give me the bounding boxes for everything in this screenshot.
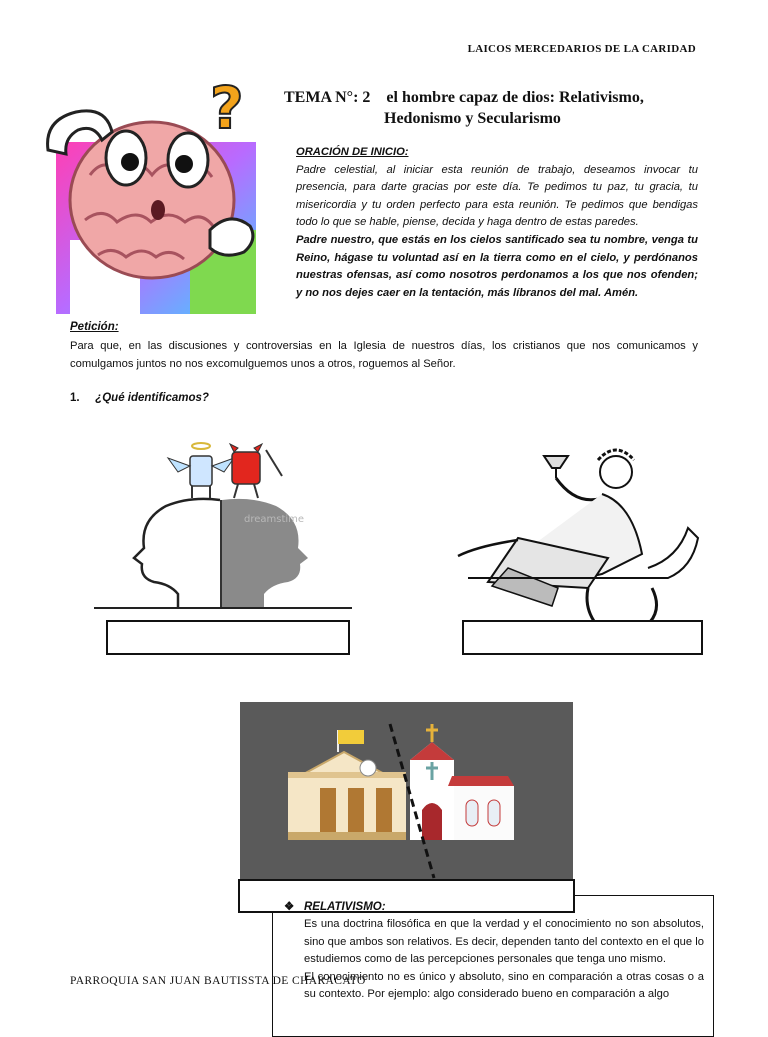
title-line-1: TEMA N°: 2 el hombre capaz de dios: Relativismo, (284, 89, 644, 106)
question-text: ¿Qué identificamos? (95, 392, 209, 404)
answer-box-2[interactable] (462, 620, 703, 655)
definition-heading (284, 899, 386, 913)
question-number: 1. (70, 392, 80, 404)
definition-text (304, 916, 704, 1004)
title-line-2: Hedonismo y Secularismo (384, 110, 561, 127)
header-organization: LAICOS MERCEDARIOS DE LA CARIDAD (467, 43, 696, 55)
opening-prayer (296, 144, 698, 302)
watermark-text: dreamstime (244, 514, 305, 525)
our-father-prayer: Padre nuestro, que estás en los cielos santificado sea tu nombre, venga tu Reino, hágase tu voluntad así en la tierra como en el cielo, y perdónanos nuestras ofensas, así como nosotros perdonamos a los que nos ofenden; y no nos dejes caer en la tentación, más líbranos del mal. Amén. (296, 233, 698, 299)
hedonist-reclining-figure-image (448, 438, 700, 628)
angel-devil-heads-image (94, 436, 352, 612)
prayer-text: Padre celestial, al iniciar esta reunión de trabajo, deseamos invocar tu presencia, para darte gracias por este día. Te pedimos tu paz, tu gracia, tu misericordia y tu orden perfecto para esta reunión. Te pedimos que bendigas todo lo que se hable, piense, decida y haga dentro de estas paredes. (296, 163, 698, 229)
peticion-text: Para que, en las discusiones y controversias en la Iglesia de nuestros días, los cristianos que nos comunicamos y comulgamos juntos no nos excomulguemos unos a otros, roguemos al Señor. (70, 340, 698, 370)
answer-box-1[interactable] (106, 620, 350, 655)
definition-paragraph-2: El conocimiento no es único y absoluto, sino en comparación a otras cosas o a su contexto. Por ejemplo: algo considerado bueno en comparación a algo (304, 970, 704, 1001)
question-1 (70, 392, 209, 404)
definition-paragraph-1: Es una doctrina filosófica en que la verdad y el conocimiento no son absolutos, sino que ambos son relativos. Es decir, dependen tanto del contexto en el que lo estudiemos como de las percepciones personales que tenga uno mismo. (304, 918, 704, 966)
svg-text:?: ? (210, 80, 244, 142)
diamond-bullet-icon: ❖ (284, 901, 295, 913)
prayer-heading: ORACIÓN DE INICIO: (296, 146, 409, 158)
peticion-label: Petición: (70, 321, 119, 333)
footer-parish: PARROQUIA SAN JUAN BAUTISSTA DE CHARACATO (70, 975, 366, 987)
page-title (284, 87, 704, 129)
state-church-separation-image (240, 702, 573, 880)
definition-heading-text: RELATIVISMO: (304, 901, 386, 913)
confused-brain-illustration (40, 80, 258, 316)
